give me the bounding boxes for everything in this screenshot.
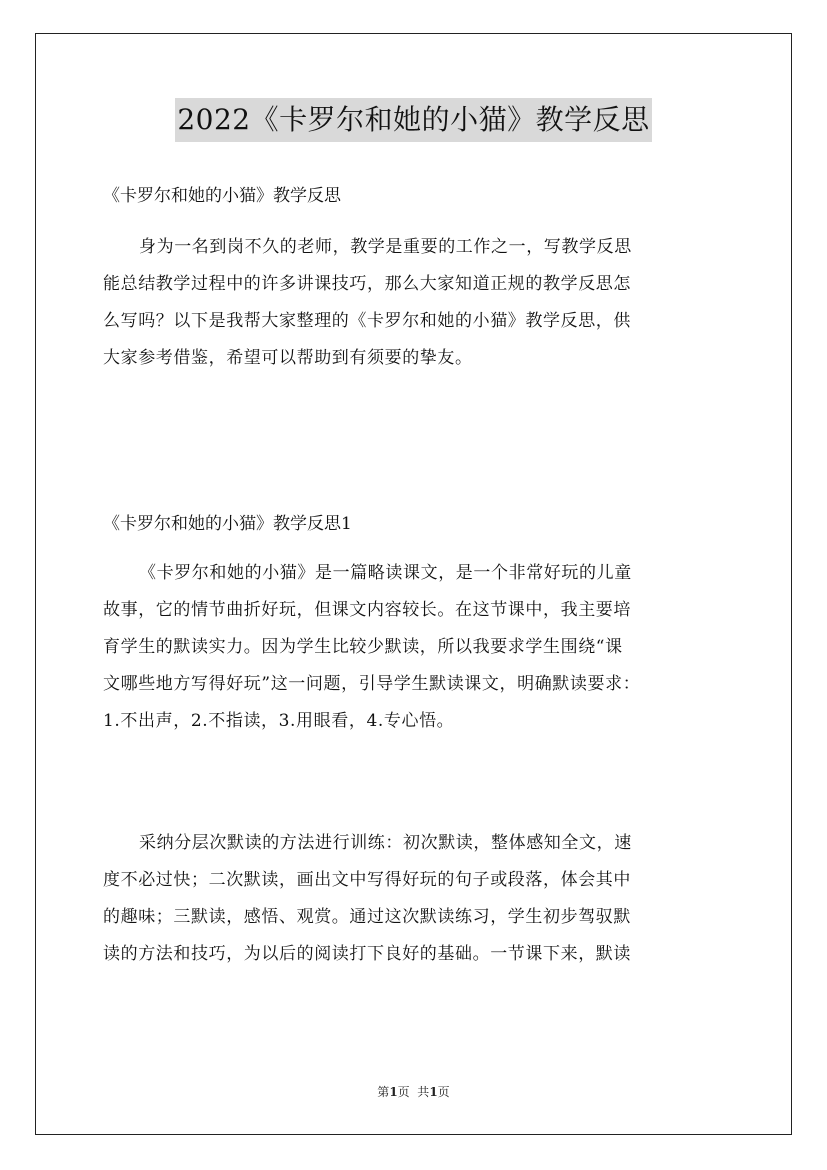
section-heading: 《卡罗尔和她的小猫》教学反思1: [103, 514, 352, 534]
section1-paragraph-2: [103, 825, 728, 973]
paragraph-line: 的趣味；三默读，感悟、观赏。通过这次默读练习，学生初步驾驭默: [103, 907, 631, 927]
page-label-suffix: 页: [437, 1085, 450, 1099]
paragraph-line: 故事，它的情节曲折好玩，但课文内容较长。在这节课中，我主要培: [103, 600, 631, 620]
title-container: [0, 98, 827, 142]
page-current-number: 1: [389, 1085, 398, 1099]
paragraph-line: 《卡罗尔和她的小猫》是一篇略读课文，是一个非常好玩的儿童: [139, 563, 632, 583]
page-total-number: 1: [429, 1085, 438, 1099]
paragraph-line: 么写吗？以下是我帮大家整理的《卡罗尔和她的小猫》教学反思，供: [103, 311, 631, 331]
intro-paragraph: [103, 229, 728, 377]
paragraph-line: 身为一名到岗不久的老师，教学是重要的工作之一，写教学反思: [139, 237, 632, 257]
page-label-prefix: 第: [377, 1085, 390, 1099]
paragraph-line: 度不必过快；二次默读，画出文中写得好玩的句子或段落，体会其中: [103, 870, 631, 890]
paragraph-line: 能总结教学过程中的许多讲课技巧，那么大家知道正规的教学反思怎: [103, 274, 631, 294]
paragraph-line: 文哪些地方写得好玩”这一问题，引导学生默读课文，明确默读要求：: [103, 674, 641, 694]
page-footer: [0, 1083, 827, 1100]
document-subtitle: 《卡罗尔和她的小猫》教学反思: [103, 186, 341, 206]
paragraph-line: 1.不出声，2.不指读，3.用眼看，4.专心悟。: [103, 711, 455, 731]
paragraph-line: 大家参考借鉴，希望可以帮助到有须要的挚友。: [103, 348, 473, 368]
page-label-mid: 页 共: [397, 1085, 430, 1099]
paragraph-line: 育学生的默读实力。因为学生比较少默读，所以我要求学生围绕“课: [103, 637, 623, 657]
paragraph-line: 读的方法和技巧，为以后的阅读打下良好的基础。一节课下来，默读: [103, 944, 631, 964]
paragraph-line: 采纳分层次默读的方法进行训练：初次默读，整体感知全文，速: [139, 833, 632, 853]
document-title: 2022《卡罗尔和她的小猫》教学反思: [175, 98, 651, 142]
section1-paragraph-1: [103, 555, 728, 740]
